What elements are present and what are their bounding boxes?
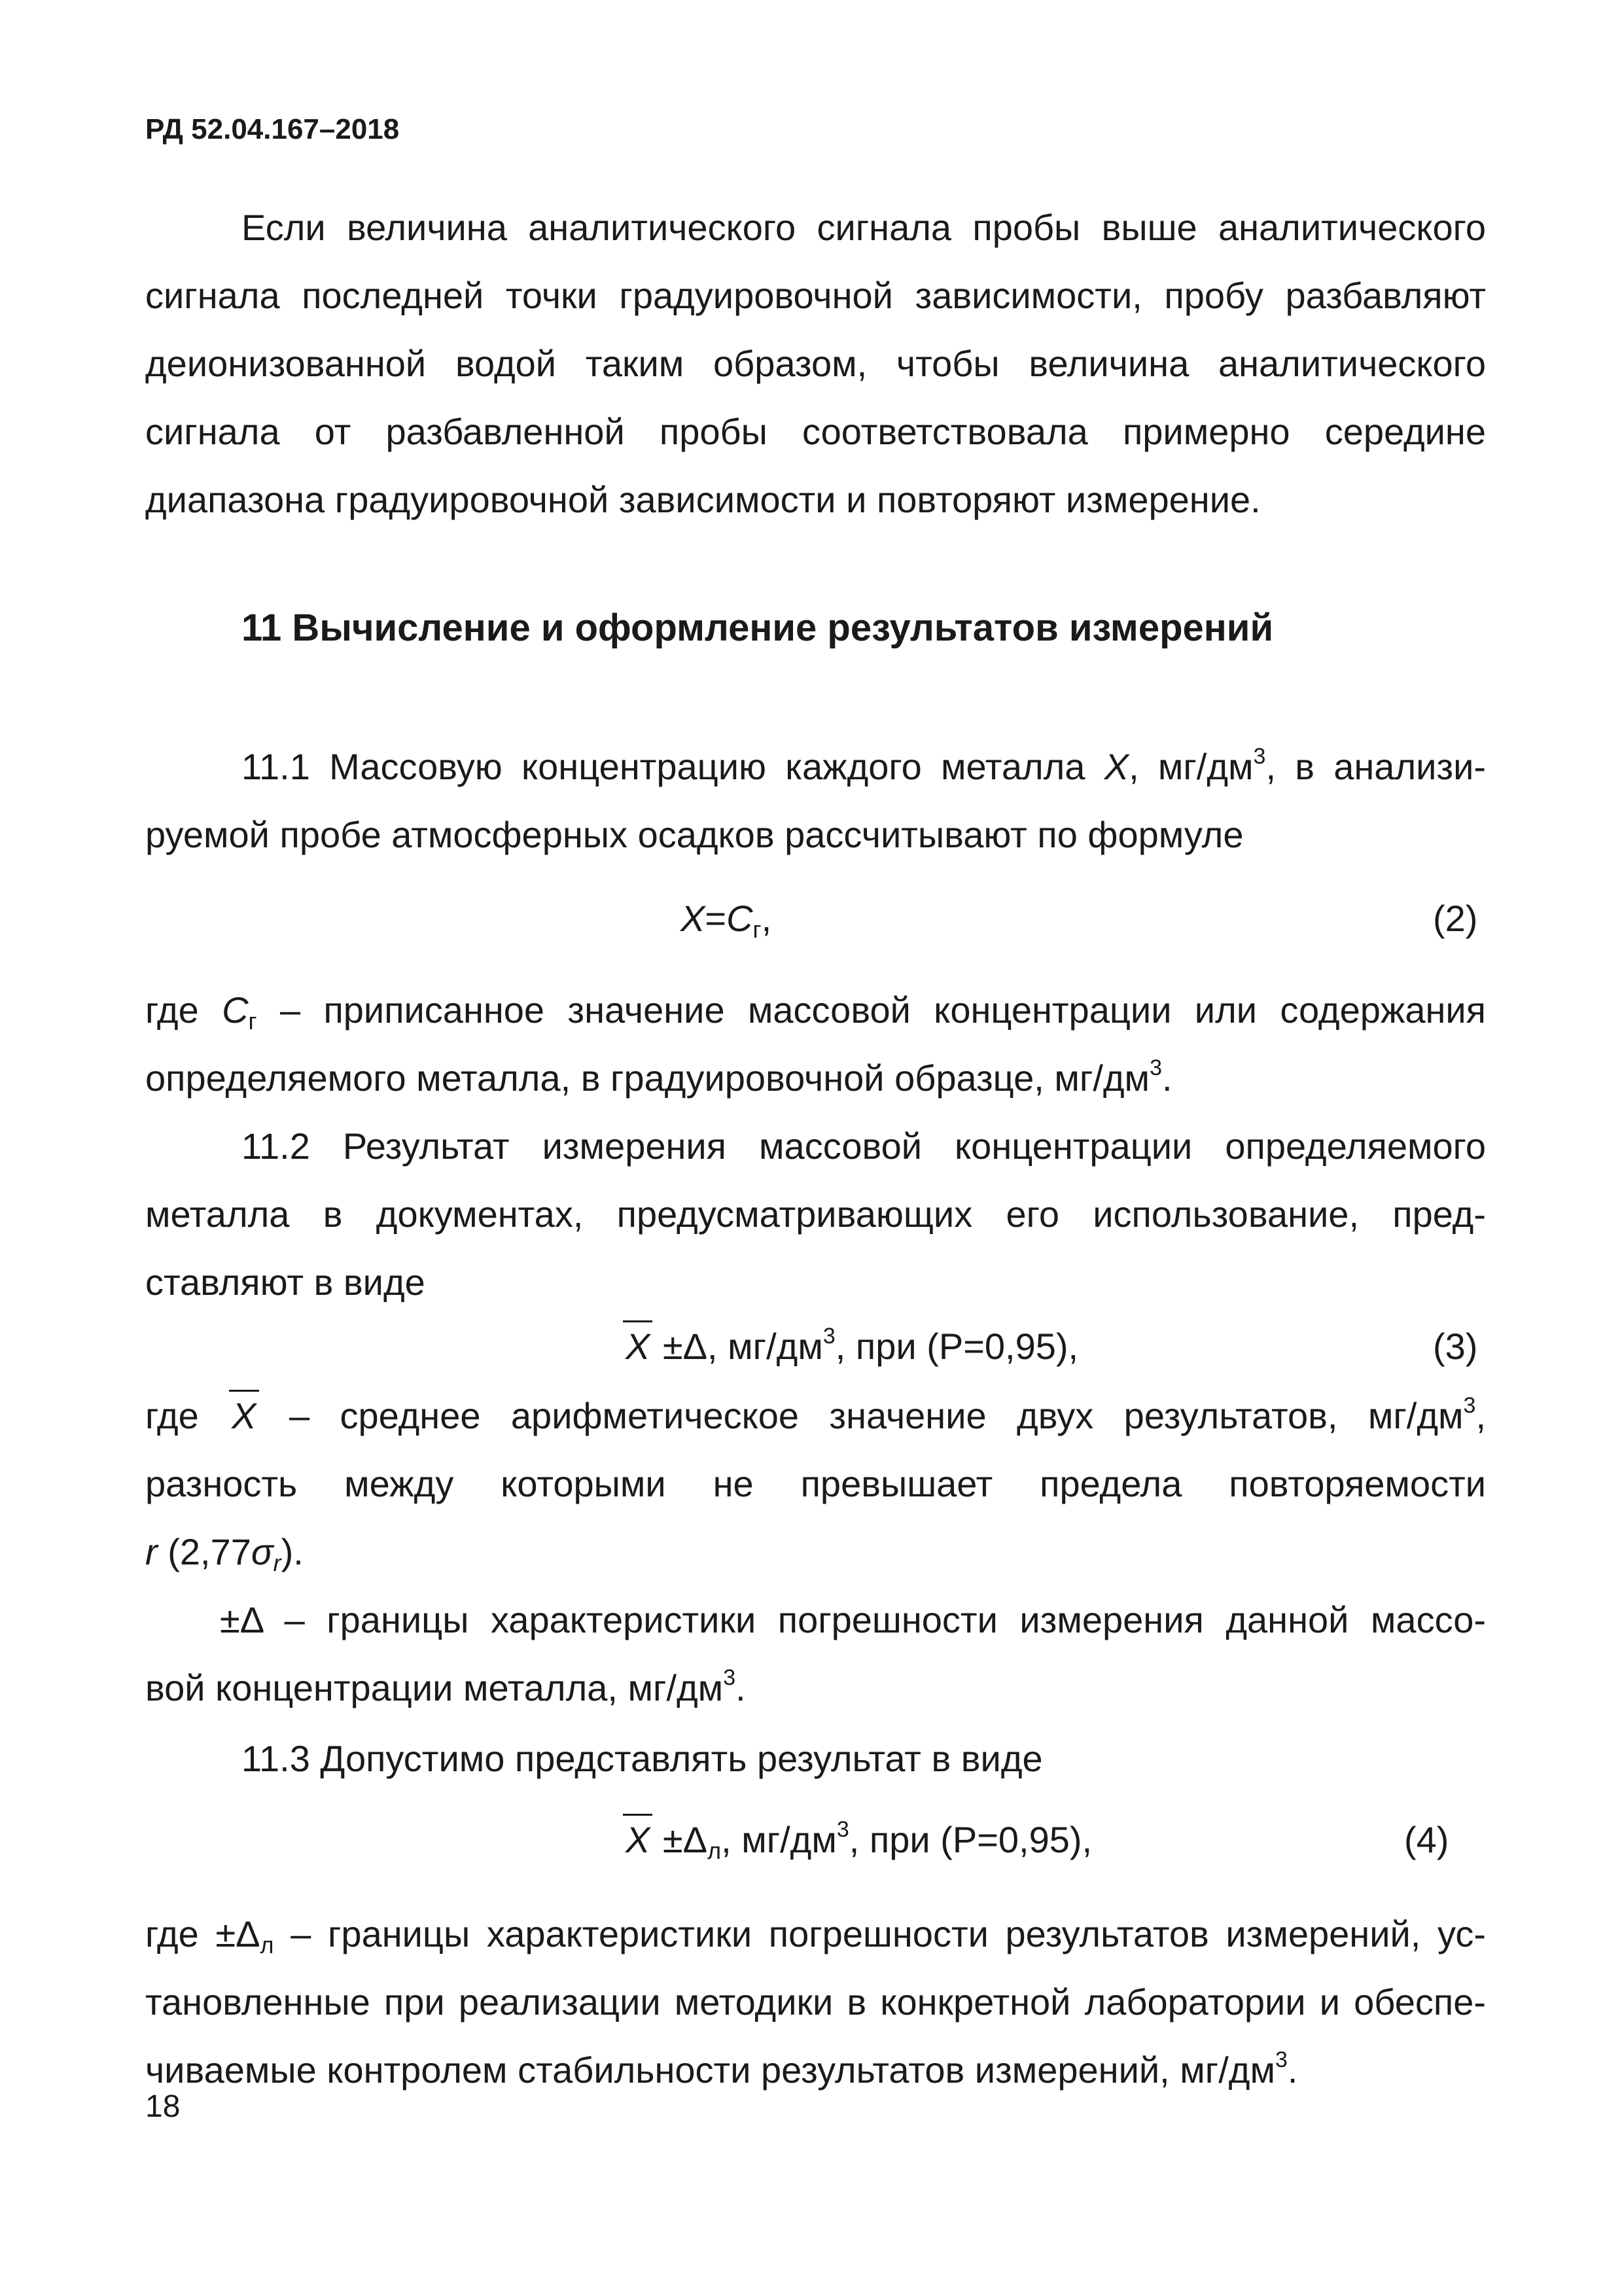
var-x: X [1104, 746, 1129, 787]
p11-1-text-b: , мг/дм [1129, 746, 1254, 787]
eq3-note-sup: 3 [1463, 1393, 1476, 1418]
var-r: r [145, 1531, 158, 1572]
eq2-x: X [680, 898, 705, 939]
eq3-xbar: X [623, 1313, 652, 1381]
eq2-note-var: C [222, 989, 249, 1031]
eq4-note-text-d: . [1287, 2049, 1298, 2091]
eq2-c-sub: г [752, 916, 762, 943]
sigma-sub-r: r [273, 1549, 281, 1576]
p11-2-line-2: металла в документах, предусматривающих его использование, пред- [145, 1193, 1486, 1235]
eq4-note-line-1 [145, 1900, 1486, 1968]
eq3-note-text-b: – среднее арифметическое значение двух результатов, мг/дм [258, 1395, 1464, 1436]
p11-3-line: 11.3 Допустимо представлять результат в виде [241, 1738, 1043, 1779]
equation-4 [623, 1806, 1092, 1874]
page-number: 18 [145, 2089, 181, 2124]
eq2-note-text-d: . [1161, 1057, 1172, 1099]
eq2-note-sup: 3 [1150, 1055, 1162, 1080]
eq4-note-line-3 [145, 2036, 1297, 2104]
p11-1-line-1 [241, 733, 1486, 801]
p11-1-line-2: руемой пробе атмосферных осадков рассчитывают по формуле [145, 814, 1244, 855]
eq2-note-text-b: – приписанное значение массовой концентрации или содержания [256, 989, 1486, 1031]
p11-1-text-a: 11.1 Массовую концентрацию каждого металла [241, 746, 1104, 787]
eq2-note-line-1 [145, 976, 1486, 1044]
section-heading: 11 Вычисление и оформление результатов измерений [241, 607, 1274, 649]
delta-note-text-b: . [735, 1667, 746, 1708]
eq3-note-text-d: (2,77 [157, 1531, 251, 1572]
intro-line-3: деионизованной водой таким образом, чтобы величина аналитического [145, 343, 1486, 384]
eq3-note-text-e: ). [281, 1531, 304, 1572]
eq3-note-text-c: , [1475, 1395, 1487, 1436]
eq2-c: C [726, 898, 753, 939]
eq4-note-text-a: где ±Δ [145, 1913, 260, 1954]
eq3-sup: 3 [822, 1324, 836, 1349]
p11-2-line-3: ставляют в виде [145, 1262, 425, 1303]
eq3-note-xbar: X [229, 1382, 258, 1450]
document-code-header: РД 52.04.167–2018 [145, 113, 400, 145]
eq3-note-text-a: где [145, 1395, 230, 1436]
delta-note-line-1: ±Δ – границы характеристики погрешности измерения данной массо- [220, 1599, 1486, 1640]
eq4-note-sup: 3 [1275, 2047, 1288, 2072]
eq4-xbar: X [623, 1806, 652, 1874]
superscript-3: 3 [1253, 744, 1266, 769]
delta-note-line-2 [145, 1654, 746, 1722]
eq4-note-sub: л [260, 1932, 274, 1958]
eq3-text-b: , при (Р=0,95), [835, 1326, 1079, 1367]
delta-note-text-a: вой концентрации металла, мг/дм [145, 1667, 724, 1708]
eq4-note-text-c: чиваемые контролем стабильности результатов измерений, мг/дм [145, 2049, 1275, 2091]
eq2-equals: = [705, 898, 727, 939]
eq4-sub: л [707, 1837, 722, 1864]
var-sigma: σ [251, 1531, 273, 1572]
p11-2-line-1: 11.2 Результат измерения массовой концентрации определяемого [241, 1125, 1486, 1167]
p11-1-text-c: , в анализи- [1265, 746, 1487, 787]
eq4-text-b: , мг/дм [721, 1819, 837, 1860]
eq2-note-text-c: определяемого металла, в градуировочной образце, мг/дм [145, 1057, 1150, 1099]
intro-line-1: Если величина аналитического сигнала пробы выше аналитического [241, 207, 1486, 248]
eq4-text-c: , при (Р=0,95), [849, 1819, 1093, 1860]
eq4-text-a: ±Δ [652, 1819, 708, 1860]
eq2-note-text-a: где [145, 989, 222, 1031]
equation-2 [680, 885, 771, 953]
intro-line-5: диапазона градуировочной зависимости и повторяют измерение. [145, 479, 1261, 520]
delta-note-sup: 3 [723, 1665, 736, 1690]
equation-4-number: (4) [1404, 1819, 1449, 1860]
equation-2-number: (2) [1433, 898, 1478, 939]
eq3-text-a: ±Δ, мг/дм [652, 1326, 823, 1367]
eq4-note-line-2: тановленные при реализации методики в конкретной лаборатории и обеспе- [145, 1981, 1486, 2022]
intro-line-4: сигнала от разбавленной пробы соответствовала примерно середине [145, 411, 1486, 452]
intro-line-2: сигнала последней точки градуировочной зависимости, пробу разбавляют [145, 275, 1486, 316]
equation-3 [623, 1313, 1078, 1381]
eq3-note-line-2: разность между которыми не превышает предела повторяемости [145, 1463, 1486, 1504]
eq2-note-line-2 [145, 1044, 1172, 1112]
eq3-note-line-1 [145, 1382, 1486, 1450]
equation-3-number: (3) [1433, 1326, 1478, 1367]
eq4-sup: 3 [836, 1817, 849, 1842]
eq4-note-text-b: – границы характеристики погрешности результатов измерений, ус- [273, 1913, 1486, 1954]
eq2-note-sub: г [248, 1008, 257, 1034]
eq3-note-line-3 [145, 1518, 304, 1586]
eq2-tail: , [761, 898, 772, 939]
